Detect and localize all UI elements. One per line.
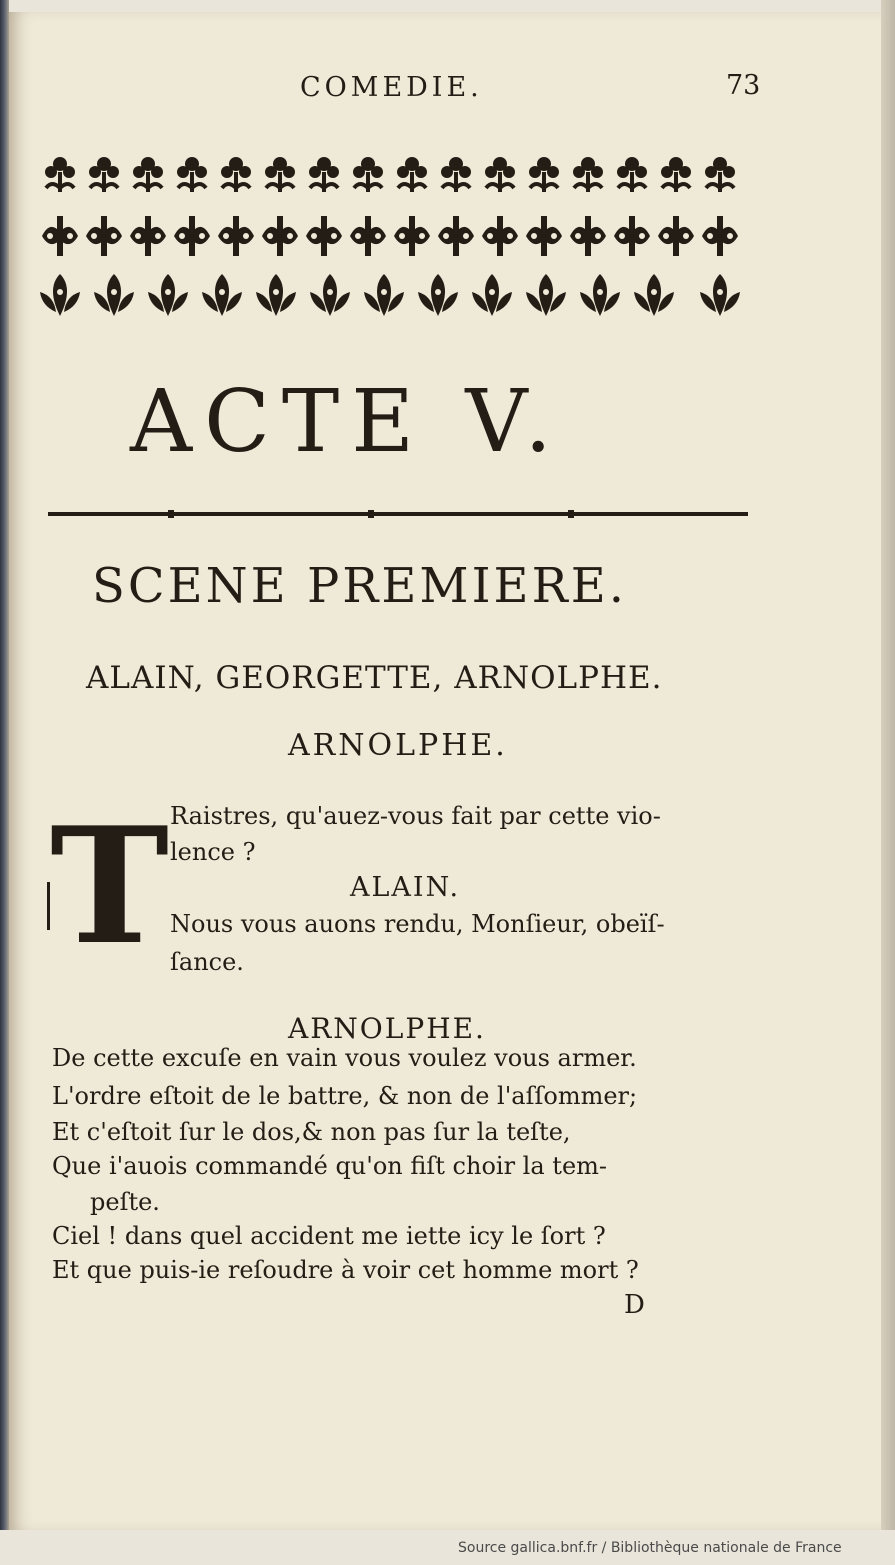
running-title: COMEDIE. [300, 72, 483, 103]
drop-cap-bar [47, 882, 50, 930]
section-rule [48, 508, 748, 520]
verse-line: Nous vous auons rendu, Monſieur, obeïſ- [170, 910, 665, 938]
character-list: ALAIN, GEORGETTE, ARNOLPHE. [86, 660, 663, 696]
drop-cap: T [50, 792, 170, 980]
verse-line: Et que puis-ie reſoudre à voir cet homme mort ? [52, 1256, 639, 1284]
verse-line: Ciel ! dans quel accident me iette icy le ſort ? [52, 1222, 606, 1250]
speaker-name: ALAIN. [350, 872, 461, 903]
verse-line: peſte. [90, 1188, 160, 1216]
source-credit: Source gallica.bnf.fr / Bibliothèque nationale de France [458, 1540, 842, 1556]
speaker-name: ARNOLPHE. [288, 728, 508, 763]
page-number: 73 [726, 70, 761, 101]
signature-mark: D [624, 1290, 645, 1320]
act-title: ACTE V. [130, 372, 564, 472]
verse-line: De cette excuſe en vain vous voulez vous armer. [52, 1044, 637, 1072]
verse-line: ſance. [170, 948, 244, 976]
verse-line: lence ? [170, 838, 256, 866]
book-spine [0, 0, 9, 1565]
scene-title: SCENE PREMIERE. [92, 558, 628, 614]
verse-line: Que i'auois commandé qu'on fiſt choir la tem- [52, 1152, 608, 1180]
verse-line: Et c'eſtoit ſur le dos,& non pas ſur la teſte, [52, 1118, 571, 1146]
ornament-band-icon [38, 140, 768, 330]
speaker-name: ARNOLPHE. [288, 1012, 486, 1045]
page-edge [881, 0, 895, 1565]
verse-line: L'ordre eſtoit de le battre, & non de l'aſſommer; [52, 1082, 638, 1110]
verse-line: Raistres, qu'auez-vous fait par cette vio- [170, 802, 661, 830]
